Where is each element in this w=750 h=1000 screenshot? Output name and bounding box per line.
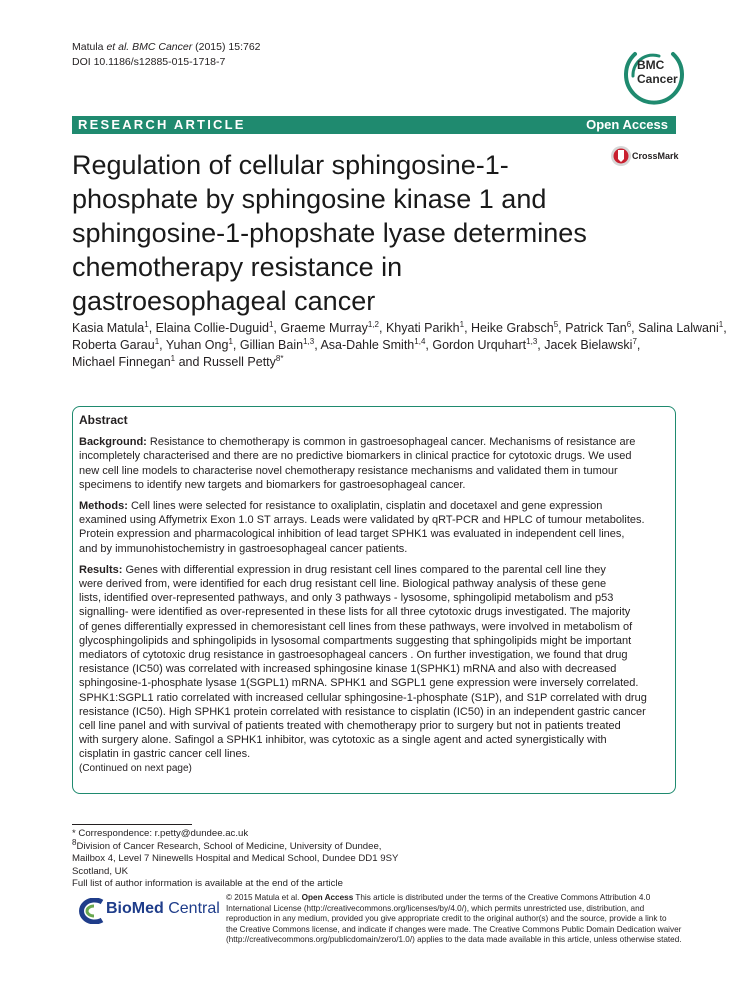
title-line: phosphate by sphingosine kinase 1 and <box>72 184 547 214</box>
continued-note: (Continued on next page) <box>79 762 192 774</box>
abstract-methods: Methods: Cell lines were selected for resistance to oxaliplatin, cisplatin and docetaxel and gene expression examined using Affymetrix Exon 1.0 ST arrays. Leads were validated by qRT-PCR and HPLC of tumour metabolites. Protein expression and pharmacological inhibition of lead target SPHK1 was evaluated in independent cell lines, and by immunohistochemistry in gastroesophageal cancer patients. <box>79 500 645 555</box>
author-list <box>72 319 727 371</box>
affiliation: $^8$Division of Cancer Research, School of Medicine, University of Dundee, <box>72 837 382 852</box>
correspondence: * Correspondence: r.petty@dundee.ac.uk <box>72 828 249 839</box>
author-line: Kasia Matula$^1$, Elaina Collie-Duguid$^1$, Graeme Murray$^{1,2}$, Khyati Parikh$^1$, Heike Grabsch$^5$, Patrick Tan$^6$, Salina Lalwani$^1$, <box>72 319 727 335</box>
abstract-results: Results: Genes with differential expression in drug resistant cell lines compared to the parental cell line they were derived from, were identified for each drug resistant cell line. Biological pathway analysis of these gene lists, identified over-represented pathways, and only 3 pathways - lysosome, sphingolipid metabolism and p53 signalling- were identified as over-represented in these lists for all three cytotoxic drugs investigated. The majority of genes differentially expressed in chemoresistant cell lines from these pathways, were involved in metabolism of glycosphingolipids and sphingolipids in lysosomal compartments suggesting that sphingolipids might be important mediators of cytotoxic drug resistance in gastroesophageal cancers . On further investigation, we found that drug resistance (IC50) was correlated with increased sphingosine kinase 1(SPHK1) mRNA and also with decreased sphingosine-1-phosphate lysase 1(SGPL1) mRNA. SPHK1 and SGPL1 gene expression were inversely correlated. SPHK1:SGPL1 ratio correlated with increased cellular sphingosine-1-phosphate (S1P), and S1P correlated with drug resistance (IC50). High SPHK1 protein correlated with resistance to cisplatin (IC50) in an independent gastric cancer cell line panel and with survival of patients treated with chemotherapy prior to surgery but not in patients treated with surgery alone. Safingol a SPHK1 inhibitor, was cytotoxic as a single agent and acted synergistically with cisplatin in gastric cancer cell lines. (Continued on next page) <box>79 563 671 776</box>
article-type-label: RESEARCH ARTICLE <box>78 117 246 132</box>
abstract <box>79 413 671 783</box>
footnote-rule <box>72 824 192 825</box>
open-access-label: Open Access <box>586 117 668 132</box>
biomed-central-icon <box>72 898 106 924</box>
article-title <box>72 148 602 318</box>
footnotes: * Correspondence: r.petty@dundee.ac.uk $^8$Division of Cancer Research, School of Medicine, University of Dundee, Mailbox 4, Level 7 Ninewells Hospital and Medical School, Dundee DD1 9SY Scotland, UK Full list of author information is available at the end of the article <box>72 828 399 889</box>
journal-logo-text: BMC Cancer <box>637 58 678 86</box>
citation-header <box>72 40 261 70</box>
title-line: chemotherapy resistance in <box>72 252 403 282</box>
title-line: gastroesophageal cancer <box>72 286 376 316</box>
title-line: sphingosine-1-phopshate lyase determines <box>72 218 587 248</box>
citation-line-1: Matula et al. BMC Cancer (2015) 15:762 <box>72 41 261 53</box>
abstract-background: Background: Resistance to chemotherapy is common in gastroesophageal cancer. Mechanisms of resistance are incompletely characterised and there are no predictive biomarkers in clinical practice for cytotoxic drugs. We used new cell line models to characterise novel chemotherapy resistance mechanisms and validated them in tumour specimens to identify new targets and biomarkers for gastroesophageal cancer. <box>79 436 636 491</box>
author-line: Michael Finnegan$^1$ and Russell Petty$^{8*}$ <box>72 353 284 369</box>
title-line: Regulation of cellular sphingosine-1- <box>72 150 509 180</box>
author-line: Roberta Garau$^1$, Yuhan Ong$^1$, Gillian Bain$^{1,3}$, Asa-Dahle Smith$^{1,4}$, Gordon Urquhart$^{1,3}$, Jacek Bielawski$^7$, <box>72 336 641 352</box>
doi-line: DOI 10.1186/s12885-015-1718-7 <box>72 56 226 68</box>
crossmark-label: CrossMark <box>632 151 679 161</box>
license-text: © 2015 Matula et al. Open Access This article is distributed under the terms of the Creative Commons Attribution 4.0 International License (http://creativecommons.org/licenses/by/4.0/), which permits unrestricted use, distribution, and reproduction in any medium, provided you give appropriate credit to the original author(s) and the source, provide a link to the Creative Commons license, and indicate if changes were made. The Creative Commons Public Domain Dedication waiver (http://creativecommons.org/publicdomain/zero/1.0/) applies to the data made available in this article, unless otherwise stated. <box>226 893 682 945</box>
publisher-name: BioMed Central <box>106 900 220 917</box>
author-info-note: Full list of author information is available at the end of the article <box>72 878 343 889</box>
abstract-heading: Abstract <box>79 413 128 427</box>
